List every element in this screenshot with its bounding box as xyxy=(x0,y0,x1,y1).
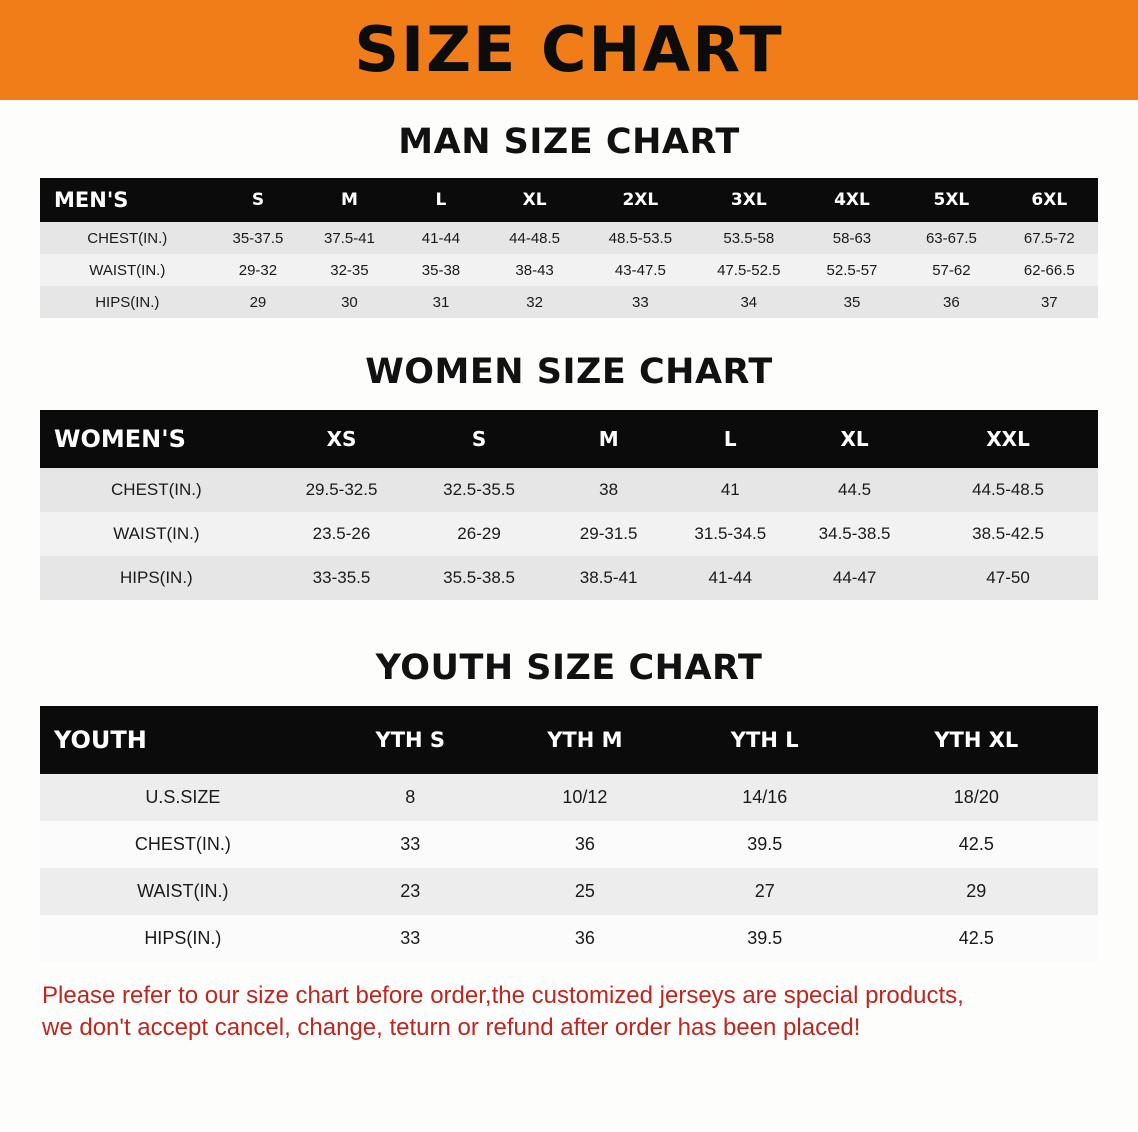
youth-header-4: YTH XL xyxy=(855,706,1098,774)
women-header-2: S xyxy=(410,410,548,468)
women-section-title: WOMEN SIZE CHART xyxy=(365,352,773,392)
cell: 41 xyxy=(669,468,791,512)
page-title: SIZE CHART xyxy=(354,13,784,86)
cell: 34 xyxy=(696,286,802,318)
cell: 52.5-57 xyxy=(802,254,903,286)
women-header-3: M xyxy=(548,410,670,468)
youth-size-table xyxy=(40,706,1098,962)
cell: 36 xyxy=(495,915,675,962)
table-header-row xyxy=(40,410,1098,468)
cell: 23 xyxy=(326,868,495,915)
cell: 44.5 xyxy=(791,468,918,512)
cell: 35-38 xyxy=(398,254,485,286)
cell: 29-32 xyxy=(215,254,302,286)
youth-section-title: YOUTH SIZE CHART xyxy=(375,648,763,688)
cell: 31.5-34.5 xyxy=(669,512,791,556)
cell: 67.5-72 xyxy=(1001,222,1098,254)
cell: 23.5-26 xyxy=(273,512,411,556)
table-row xyxy=(40,556,1098,600)
cell: 44-47 xyxy=(791,556,918,600)
policy-note-line-1: Please refer to our size chart before order,the customized jerseys are special products, xyxy=(42,982,964,1009)
cell: 41-44 xyxy=(669,556,791,600)
cell: 31 xyxy=(398,286,485,318)
man-table-head xyxy=(40,178,1098,222)
table-row xyxy=(40,821,1098,868)
women-table-wrapper xyxy=(40,410,1098,600)
cell: 36 xyxy=(495,821,675,868)
cell: 30 xyxy=(301,286,397,318)
cell: 33 xyxy=(585,286,696,318)
table-row xyxy=(40,774,1098,821)
cell: 43-47.5 xyxy=(585,254,696,286)
cell: 34.5-38.5 xyxy=(791,512,918,556)
table-row xyxy=(40,254,1098,286)
cell: 35.5-38.5 xyxy=(410,556,548,600)
cell: 35-37.5 xyxy=(215,222,302,254)
cell: 39.5 xyxy=(675,915,855,962)
policy-note-line-2: we don't accept cancel, change, teturn or refund after order has been placed! xyxy=(42,1014,861,1042)
cell: 63-67.5 xyxy=(902,222,1000,254)
row-label: HIPS(IN.) xyxy=(40,556,273,600)
cell: 44-48.5 xyxy=(484,222,585,254)
policy-note xyxy=(42,980,1096,1045)
cell: 18/20 xyxy=(855,774,1098,821)
man-header-3: L xyxy=(398,178,485,222)
cell: 29-31.5 xyxy=(548,512,670,556)
cell: 25 xyxy=(495,868,675,915)
row-label: WAIST(IN.) xyxy=(40,254,215,286)
cell: 48.5-53.5 xyxy=(585,222,696,254)
header-banner xyxy=(0,0,1138,100)
cell: 42.5 xyxy=(855,821,1098,868)
women-table-body xyxy=(40,468,1098,600)
cell: 58-63 xyxy=(802,222,903,254)
cell: 33 xyxy=(326,915,495,962)
youth-table-body xyxy=(40,774,1098,962)
youth-table-wrapper xyxy=(40,706,1098,962)
cell: 62-66.5 xyxy=(1001,254,1098,286)
table-header-row xyxy=(40,706,1098,774)
cell: 10/12 xyxy=(495,774,675,821)
cell: 26-29 xyxy=(410,512,548,556)
row-label: WAIST(IN.) xyxy=(40,868,326,915)
cell: 44.5-48.5 xyxy=(918,468,1098,512)
man-table-wrapper xyxy=(40,178,1098,318)
row-label: CHEST(IN.) xyxy=(40,821,326,868)
man-header-1: S xyxy=(215,178,302,222)
man-header-0: MEN'S xyxy=(40,178,215,222)
row-label: CHEST(IN.) xyxy=(40,222,215,254)
cell: 27 xyxy=(675,868,855,915)
cell: 35 xyxy=(802,286,903,318)
cell: 38-43 xyxy=(484,254,585,286)
row-label: CHEST(IN.) xyxy=(40,468,273,512)
cell: 29.5-32.5 xyxy=(273,468,411,512)
women-header-0: WOMEN'S xyxy=(40,410,273,468)
cell: 32 xyxy=(484,286,585,318)
cell: 14/16 xyxy=(675,774,855,821)
youth-header-2: YTH M xyxy=(495,706,675,774)
youth-table-head xyxy=(40,706,1098,774)
man-header-5: 2XL xyxy=(585,178,696,222)
man-header-2: M xyxy=(301,178,397,222)
cell: 32.5-35.5 xyxy=(410,468,548,512)
cell: 33-35.5 xyxy=(273,556,411,600)
cell: 37 xyxy=(1001,286,1098,318)
man-header-4: XL xyxy=(484,178,585,222)
cell: 38.5-42.5 xyxy=(918,512,1098,556)
man-header-7: 4XL xyxy=(802,178,903,222)
women-header-6: XXL xyxy=(918,410,1098,468)
man-section-title: MAN SIZE CHART xyxy=(398,122,740,162)
women-header-4: L xyxy=(669,410,791,468)
table-row xyxy=(40,915,1098,962)
man-table-body xyxy=(40,222,1098,318)
table-row xyxy=(40,222,1098,254)
cell: 57-62 xyxy=(902,254,1000,286)
row-label: WAIST(IN.) xyxy=(40,512,273,556)
youth-header-0: YOUTH xyxy=(40,706,326,774)
cell: 33 xyxy=(326,821,495,868)
cell: 36 xyxy=(902,286,1000,318)
youth-header-3: YTH L xyxy=(675,706,855,774)
table-row xyxy=(40,468,1098,512)
man-header-8: 5XL xyxy=(902,178,1000,222)
cell: 32-35 xyxy=(301,254,397,286)
cell: 8 xyxy=(326,774,495,821)
row-label: HIPS(IN.) xyxy=(40,915,326,962)
women-header-5: XL xyxy=(791,410,918,468)
cell: 42.5 xyxy=(855,915,1098,962)
cell: 29 xyxy=(215,286,302,318)
cell: 38.5-41 xyxy=(548,556,670,600)
row-label: U.S.SIZE xyxy=(40,774,326,821)
women-size-table xyxy=(40,410,1098,600)
cell: 47.5-52.5 xyxy=(696,254,802,286)
table-row xyxy=(40,868,1098,915)
cell: 47-50 xyxy=(918,556,1098,600)
cell: 41-44 xyxy=(398,222,485,254)
cell: 37.5-41 xyxy=(301,222,397,254)
man-size-table xyxy=(40,178,1098,318)
cell: 29 xyxy=(855,868,1098,915)
table-header-row xyxy=(40,178,1098,222)
row-label: HIPS(IN.) xyxy=(40,286,215,318)
youth-header-1: YTH S xyxy=(326,706,495,774)
cell: 38 xyxy=(548,468,670,512)
cell: 39.5 xyxy=(675,821,855,868)
women-table-head xyxy=(40,410,1098,468)
table-row xyxy=(40,512,1098,556)
table-row xyxy=(40,286,1098,318)
cell: 53.5-58 xyxy=(696,222,802,254)
man-header-6: 3XL xyxy=(696,178,802,222)
man-header-9: 6XL xyxy=(1001,178,1098,222)
women-header-1: XS xyxy=(273,410,411,468)
